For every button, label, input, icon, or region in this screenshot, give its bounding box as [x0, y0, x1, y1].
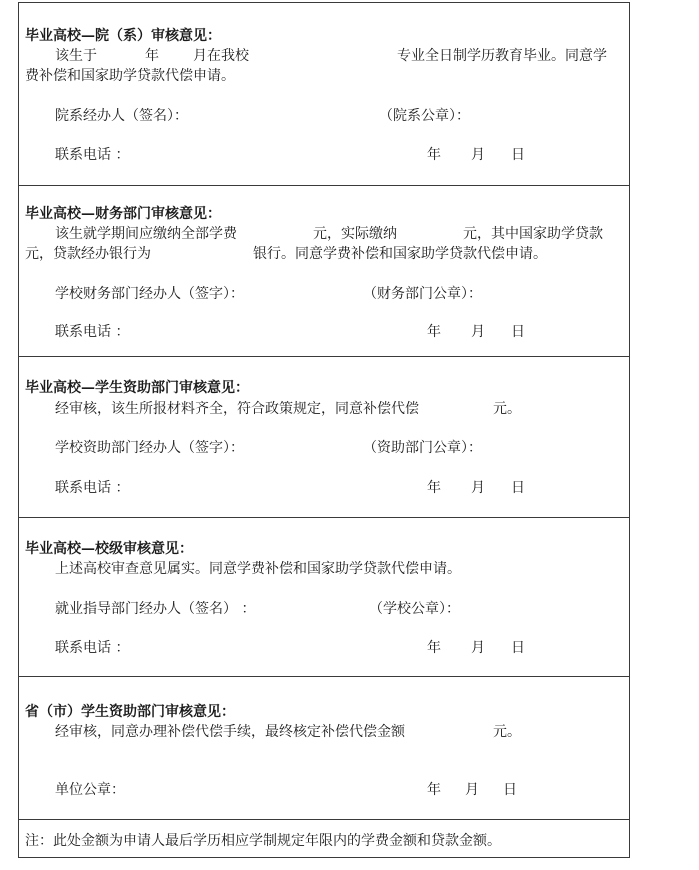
seal-label: （财务部门公章）： [363, 286, 482, 302]
body-text: 月在我校 [193, 48, 249, 64]
section-department-review [19, 3, 629, 186]
phone-label: 联系电话 ： [55, 324, 130, 340]
date-month: 月 [471, 640, 485, 656]
body-text: 费补偿和国家助学贷款代偿申请。 [25, 68, 235, 84]
body-text: 该生于 [55, 48, 97, 64]
section-finance-review [19, 186, 629, 357]
body-text: 元，其中国家助学贷款 [463, 226, 603, 242]
signer-label: 院系经办人（签名）： [55, 108, 188, 124]
date-month: 月 [471, 324, 485, 340]
review-form [18, 2, 630, 858]
body-text: 该生就学期间应缴纳全部学费 [55, 226, 237, 242]
section-heading: 毕业高校—校级审核意见： [25, 541, 193, 557]
date-year: 年 [427, 147, 441, 163]
date-day: 日 [511, 480, 525, 496]
date-day: 日 [503, 782, 517, 798]
date-month: 月 [471, 480, 485, 496]
date-year: 年 [427, 640, 441, 656]
section-heading: 毕业高校—财务部门审核意见： [25, 206, 221, 222]
section-heading: 毕业高校—院（系）审核意见： [25, 28, 221, 44]
footnote-row [19, 820, 629, 857]
date-year: 年 [427, 480, 441, 496]
signer-label: 学校资助部门经办人（签字）： [55, 440, 244, 456]
body-text: 元。 [493, 724, 521, 740]
date-day: 日 [511, 640, 525, 656]
phone-label: 联系电话 ： [55, 640, 130, 656]
body-text: 专业全日制学历教育毕业。同意学 [397, 48, 607, 64]
section-heading: 毕业高校—学生资助部门审核意见： [25, 380, 249, 396]
body-text: 银行。同意学费补偿和国家助学贷款代偿申请。 [253, 246, 547, 262]
date-month: 月 [465, 782, 479, 798]
seal-label: 单位公章： [55, 782, 125, 798]
body-text: 元，实际缴纳 [313, 226, 397, 242]
seal-label: （院系公章）： [379, 108, 470, 124]
body-text: 年 [145, 48, 159, 64]
section-school-review [19, 518, 629, 677]
date-day: 日 [511, 324, 525, 340]
body-text: 经审核，同意办理补偿代偿手续，最终核定补偿代偿金额 [55, 724, 405, 740]
section-heading: 省（市）学生资助部门审核意见： [25, 704, 235, 720]
phone-label: 联系电话 ： [55, 480, 130, 496]
phone-label: 联系电话 ： [55, 147, 130, 163]
signer-label: 学校财务部门经办人（签字）： [55, 286, 244, 302]
seal-label: （学校公章）： [369, 601, 460, 617]
section-aid-review [19, 357, 629, 518]
body-text: 上述高校审查意见属实。同意学费补偿和国家助学贷款代偿申请。 [55, 561, 461, 577]
section-province-review [19, 677, 629, 820]
date-year: 年 [427, 782, 441, 798]
body-text: 元。 [493, 401, 521, 417]
body-text: 经审核，该生所报材料齐全，符合政策规定，同意补偿代偿 [55, 401, 419, 417]
seal-label: （资助部门公章）： [363, 440, 482, 456]
date-month: 月 [471, 147, 485, 163]
signer-label: 就业指导部门经办人（签名） ： [55, 601, 256, 617]
date-year: 年 [427, 324, 441, 340]
footnote-text: 注：此处金额为申请人最后学历相应学制规定年限内的学费金额和贷款金额。 [25, 833, 501, 849]
body-text: 元，贷款经办银行为 [25, 246, 151, 262]
date-day: 日 [511, 147, 525, 163]
